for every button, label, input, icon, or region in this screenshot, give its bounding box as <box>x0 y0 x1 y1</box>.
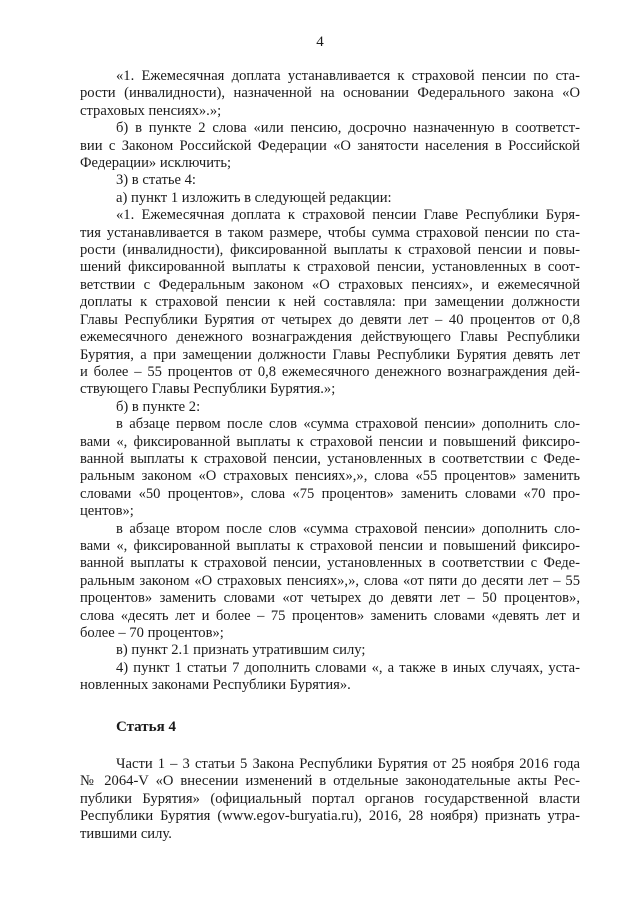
text-line: страховых пенсиях».»; <box>80 102 222 119</box>
page-number: 4 <box>316 34 324 50</box>
amendment-text <box>80 68 580 695</box>
text-line: ванной выплаты к страховой пенсии, установленных в соответствии с Феде- <box>80 555 580 572</box>
text-line: вами «, фиксированной выплаты к страховой пенсии и повышений фиксиро- <box>80 537 580 554</box>
text-line: Республики Бурятия (www.egov-buryatia.ru), 2016, 28 ноября) признать утра- <box>80 808 580 825</box>
text-line: рости (инвалидности), назначенной на основании Федерального закона «О <box>80 85 580 102</box>
text-line: в абзаце втором после слов «сумма страховой пенсии» дополнить сло- <box>116 520 580 537</box>
text-line: и более – 55 процентов от 0,8 ежемесячного денежного вознаграждения дей- <box>80 363 580 380</box>
text-line: б) в пункте 2: <box>116 398 201 415</box>
text-line: «1. Ежемесячная доплата к страховой пенсии Главе Республики Буря- <box>116 207 580 224</box>
text-line: Главы Республики Бурятия от четырех до девяти лет – 40 процентов от 0,8 <box>80 311 580 328</box>
text-line: ральным законом «О страховых пенсиях»,», слова «55 процентов» заменить <box>80 468 580 485</box>
text-line: ральным законом «О страховых пенсиях»,», слова «от пяти до десяти лет – 55 <box>80 572 580 589</box>
text-line: слова «десять лет и более – 75 процентов» заменить словами «девять лет и <box>80 607 580 624</box>
text-line: новленных законами Республики Бурятия». <box>80 677 351 694</box>
text-line: тившими силу. <box>80 825 172 842</box>
text-line: доплаты к страховой пенсии к ней составляла: при замещении должности <box>80 294 580 311</box>
text-line: 4) пункт 1 статьи 7 дополнить словами «, а также в иных случаях, уста- <box>116 659 580 676</box>
text-line: 3) в статье 4: <box>116 172 196 189</box>
text-line: словами «50 процентов», слова «75 процентов» заменить словами «70 про- <box>80 485 580 502</box>
text-line: «1. Ежемесячная доплата устанавливается к страховой пенсии по ста- <box>116 68 580 84</box>
text-line: Федерации» исключить; <box>80 155 232 172</box>
text-line: Части 1 – 3 статьи 5 Закона Республики Бурятия от 25 ноября 2016 года <box>116 756 580 773</box>
text-line: публики Бурятия» (официальный портал органов государственной власти <box>80 790 580 807</box>
text-line: в абзаце первом после слов «сумма страховой пенсии» дополнить сло- <box>116 416 580 433</box>
text-line: рости (инвалидности), фиксированной выплаты к страховой пенсии и повы- <box>80 242 580 259</box>
article-text <box>80 756 580 843</box>
document-body <box>80 68 580 843</box>
text-line: тия устанавливается в таком размере, чтобы сумма страховой пенсии по ста- <box>80 224 580 241</box>
text-line: ствующего Главы Республики Бурятия.»; <box>80 381 336 398</box>
text-line: вами «, фиксированной выплаты к страховой пенсии и повышений фиксиро- <box>80 433 580 450</box>
text-line: центов»; <box>80 503 134 520</box>
text-line: процентов» заменить словами «от четырех до девяти лет – 50 процентов», <box>80 590 580 607</box>
text-line: ванной выплаты к страховой пенсии, установленных в соответствии с Феде- <box>80 450 580 467</box>
text-line: ветствии с Федеральным законом «О страховых пенсиях», и ежемесячной <box>80 276 580 293</box>
text-line: ежемесячного денежного вознаграждения действующего Главы Республики <box>80 329 580 346</box>
text-line: Бурятия, а при замещении должности Главы Республики Бурятия девять лет <box>80 346 580 363</box>
text-line: б) в пункте 2 слова «или пенсию, досрочно назначенную в соответст- <box>116 120 580 137</box>
text-line: шений фиксированной выплаты к страховой пенсии, установленных в соот- <box>80 259 580 276</box>
text-line: в) пункт 2.1 признать утратившим силу; <box>116 642 366 659</box>
text-line: более – 70 процентов»; <box>80 625 224 641</box>
text-line: вии с Законом Российской Федерации «О занятости населения в Российской <box>80 137 580 154</box>
text-line: а) пункт 1 изложить в следующей редакции: <box>116 189 392 206</box>
article-heading: Статья 4 <box>116 718 176 735</box>
text-line: № 2064-V «О внесении изменений в отдельные законодательные акты Рес- <box>80 773 580 790</box>
